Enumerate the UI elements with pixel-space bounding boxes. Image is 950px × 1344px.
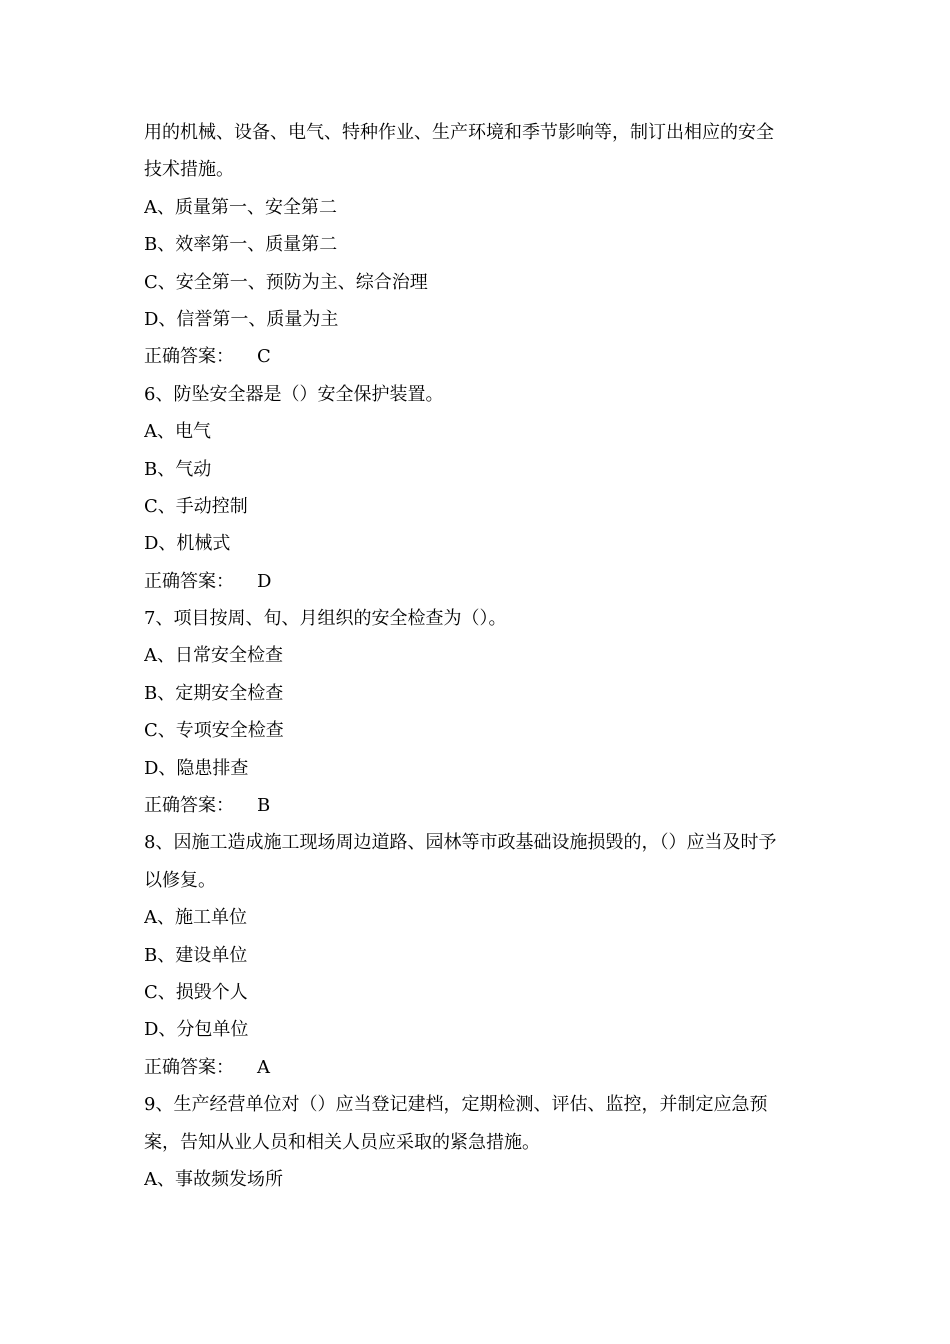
q5-answer-value: C: [257, 346, 271, 368]
q8-option-d: D、分包单位: [144, 1019, 249, 1041]
q5-option-a: A、质量第一、安全第二: [144, 196, 337, 218]
q9-question-line-1: 9、生产经营单位对（）应当登记建档，定期检测、评估、监控，并制定应急预: [144, 1094, 768, 1116]
q8-answer-label: 正确答案：: [144, 1056, 234, 1078]
q7-option-d: D、隐患排查: [144, 757, 249, 779]
q8-answer-line: [144, 1049, 814, 1086]
q8-option-c: C、损毁个人: [144, 981, 248, 1003]
q6-option-d: D、机械式: [144, 533, 231, 555]
q5-option-b: B、效率第一、质量第二: [144, 234, 338, 256]
q9-question-line-2: 案，告知从业人员和相关人员应采取的紧急措施。: [144, 1131, 540, 1153]
q5-answer-label: 正确答案：: [144, 346, 234, 368]
q7-question: 7、项目按周、旬、月组织的安全检查为（）。: [144, 608, 507, 630]
q8-question-line-1: 8、因施工造成施工现场周边道路、园林等市政基础设施损毁的，（）应当及时予: [144, 832, 777, 854]
q6-option-b: B、气动: [144, 458, 212, 480]
q8-option-b: B、建设单位: [144, 944, 248, 966]
q8-question-line-2: 以修复。: [144, 869, 216, 891]
q7-option-b: B、定期安全检查: [144, 682, 284, 704]
q9-option-a: A、事故频发场所: [144, 1168, 283, 1190]
q7-option-c: C、专项安全检查: [144, 720, 284, 742]
q6-option-c: C、手动控制: [144, 495, 248, 517]
q7-option-a: A、日常安全检查: [144, 645, 283, 667]
q6-answer-label: 正确答案：: [144, 570, 234, 592]
q5-answer-line: [144, 338, 814, 375]
q6-question: 6、防坠安全器是（）安全保护装置。: [144, 383, 444, 405]
q7-answer-line: [144, 787, 814, 824]
q6-option-a: A、电气: [144, 421, 211, 443]
intro-line-2: 技术措施。: [144, 159, 234, 181]
q5-option-d: D、信誉第一、质量为主: [144, 308, 339, 330]
intro-line-1: 用的机械、设备、电气、特种作业、生产环境和季节影响等，制订出相应的安全: [144, 122, 774, 143]
q6-answer-line: [144, 563, 814, 600]
q6-answer-value: D: [257, 570, 272, 592]
q8-option-a: A、施工单位: [144, 907, 247, 929]
q7-answer-value: B: [257, 795, 271, 817]
q8-answer-value: A: [257, 1056, 270, 1078]
document-content: [144, 114, 814, 1198]
q7-answer-label: 正确答案：: [144, 795, 234, 817]
q5-option-c: C、安全第一、预防为主、综合治理: [144, 271, 428, 293]
